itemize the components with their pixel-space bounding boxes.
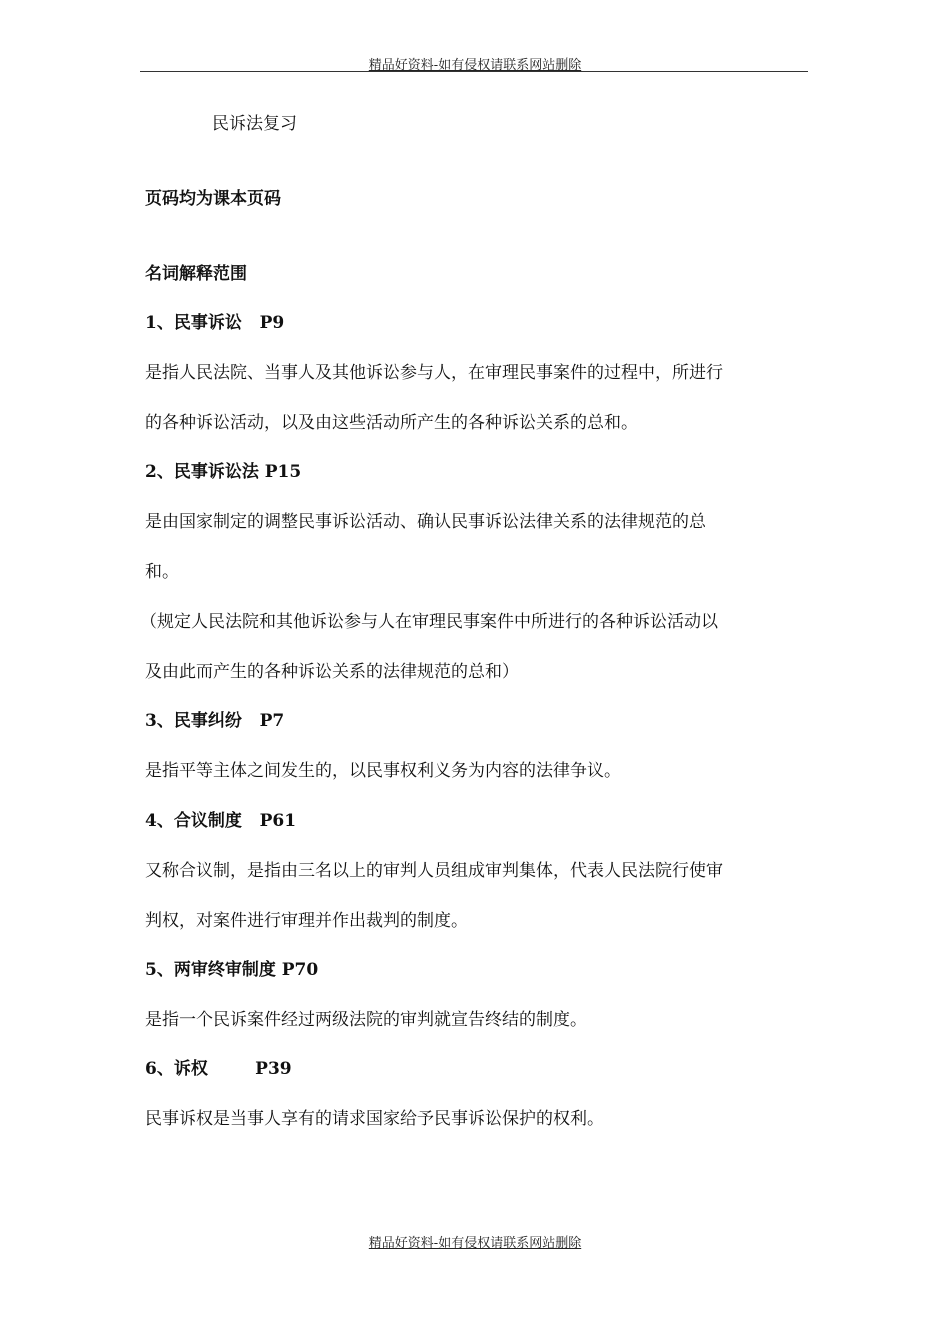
term-definition-line: 民事诉权是当事人享有的请求国家给予民事诉讼保护的权利。 xyxy=(145,1109,604,1129)
term-heading: 1、民事诉讼 P9 xyxy=(145,313,285,333)
term-heading: 6、诉权 P39 xyxy=(145,1059,292,1079)
term-definition-line: （规定人民法院和其他诉讼参与人在审理民事案件中所进行的各种诉讼活动以 xyxy=(140,612,718,632)
term-heading: 5、两审终审制度 P70 xyxy=(145,960,319,980)
term-definition-line: 的各种诉讼活动，以及由这些活动所产生的各种诉讼关系的总和。 xyxy=(145,413,638,433)
term-definition-line: 是指一个民诉案件经过两级法院的审判就宣告终结的制度。 xyxy=(145,1010,587,1030)
term-definition-line: 及由此而产生的各种诉讼关系的法律规范的总和） xyxy=(145,662,519,682)
term-definition-line: 是指平等主体之间发生的，以民事权利义务为内容的法律争议。 xyxy=(145,761,621,781)
term-heading: 2、民事诉讼法 P15 xyxy=(145,462,302,482)
footer-watermark: 精品好资料-如有侵权请联系网站删除 xyxy=(368,1236,582,1251)
term-definition-line: 又称合议制，是指由三名以上的审判人员组成审判集体，代表人民法院行使审 xyxy=(145,861,723,881)
term-heading: 3、民事纠纷 P7 xyxy=(145,711,285,731)
document-title: 民诉法复习 xyxy=(212,114,297,134)
term-heading: 4、合议制度 P61 xyxy=(145,811,297,831)
section-heading: 名词解释范围 xyxy=(145,264,247,284)
page-note: 页码均为课本页码 xyxy=(145,189,281,209)
term-definition-line: 判权，对案件进行审理并作出裁判的制度。 xyxy=(145,911,468,931)
header-watermark: 精品好资料-如有侵权请联系网站删除 xyxy=(368,58,582,73)
term-definition-line: 是指人民法院、当事人及其他诉讼参与人，在审理民事案件的过程中，所进行 xyxy=(145,363,723,383)
term-definition-line: 是由国家制定的调整民事诉讼活动、确认民事诉讼法律关系的法律规范的总 xyxy=(145,512,706,532)
term-definition-line: 和。 xyxy=(145,562,179,582)
header-rule xyxy=(140,71,808,72)
